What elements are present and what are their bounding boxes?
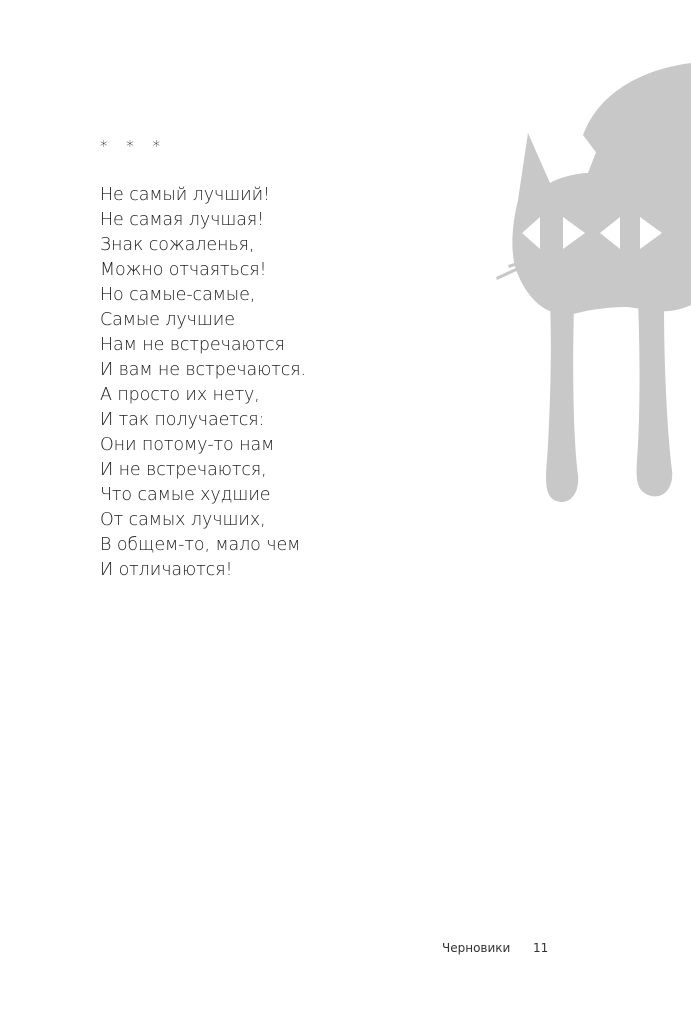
poem-line: И не встречаются, [100, 460, 267, 480]
poem-line: И так получается: [100, 410, 265, 430]
poem-text [100, 183, 306, 583]
poem-line: И вам не встречаются. [100, 360, 306, 380]
running-title: Черновики [442, 941, 511, 955]
page-footer [0, 941, 691, 961]
page-number: 11 [533, 941, 549, 955]
poem-line: В общем-то, мало чем [100, 535, 301, 555]
poem-line: Самые лучшие [100, 310, 235, 330]
stanza-separator: * * * [100, 137, 165, 155]
poem-line: Но самые-самые, [100, 285, 256, 305]
poem-line: Нам не встречаются [100, 335, 285, 355]
poem-line: Знак сожаленья, [100, 235, 255, 255]
poem-line: Не самый лучший! [100, 185, 270, 205]
poem-line: Что самые худшие [100, 485, 271, 505]
poem-line: От самых лучших, [100, 510, 266, 530]
poem-line: Можно отчаяться! [100, 260, 267, 280]
cat-body [496, 63, 691, 502]
poem-line: Они потому-то нам [100, 435, 275, 455]
poem-line: Не самая лучшая! [100, 210, 265, 230]
poem-line: И отличаются! [100, 560, 233, 580]
poem-line: А просто их нету, [100, 385, 260, 405]
cat-silhouette-icon [488, 55, 691, 505]
